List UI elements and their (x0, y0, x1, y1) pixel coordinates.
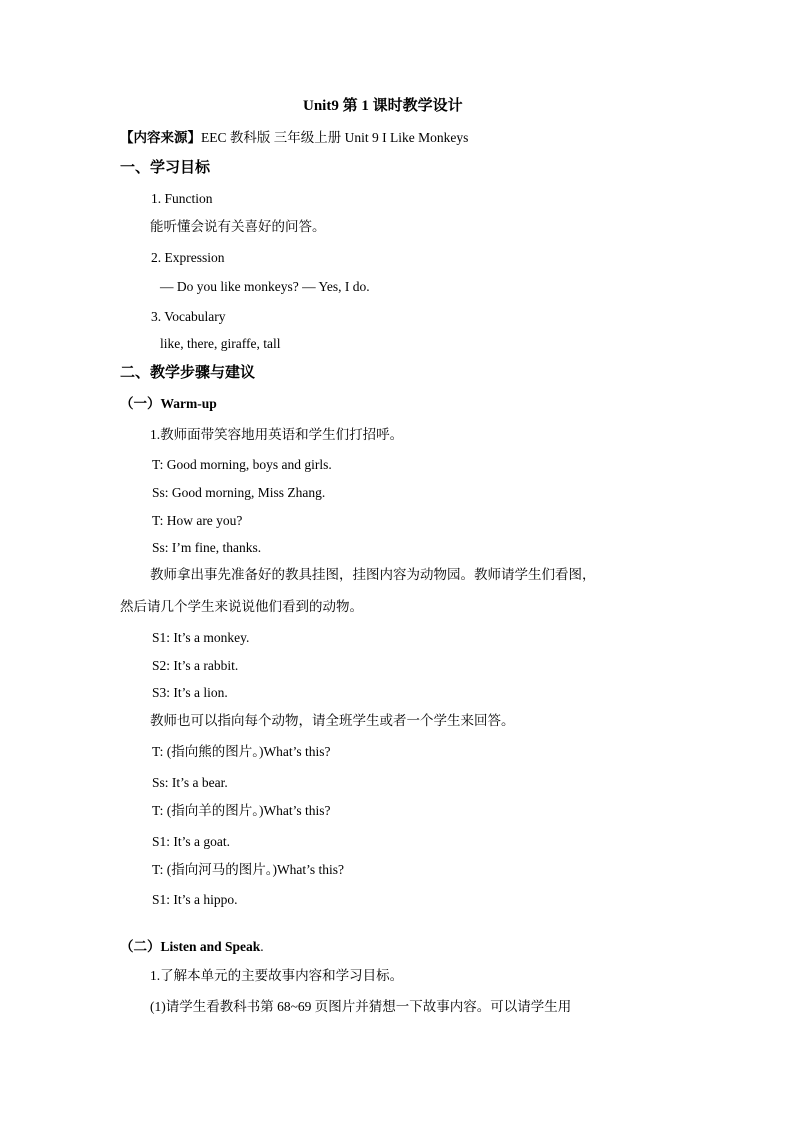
objective-function-text: 能听懂会说有关喜好的问答。 (150, 219, 326, 234)
objective-expression-label: 2. Expression (151, 250, 225, 265)
warmup-line: T: (指向羊的图片。)What’s this? (152, 803, 331, 818)
listen-speak-line: (1)请学生看教科书第 68~69 页图片并猜想一下故事内容。可以请学生用 (150, 999, 572, 1014)
warmup-line: Ss: It’s a bear. (152, 775, 228, 790)
content-source-line (120, 129, 468, 147)
warmup-line: S1: It’s a hippo. (152, 892, 238, 907)
page-title: Unit9 第 1 课时教学设计 (303, 98, 463, 114)
listen-speak-heading-text: （二）Listen and Speak (120, 939, 261, 954)
warmup-line: 教师也可以指向每个动物，请全班学生或者一个学生来回答。 (150, 713, 515, 728)
objective-vocabulary-text: like, there, giraffe, tall (160, 336, 281, 351)
warmup-line: Ss: Good morning, Miss Zhang. (152, 485, 326, 500)
objective-function-label: 1. Function (151, 191, 213, 206)
warmup-line: 1.教师面带笑容地用英语和学生们打招呼。 (150, 427, 404, 442)
objective-vocabulary-label: 3. Vocabulary (151, 309, 226, 324)
warmup-line: Ss: I’m fine, thanks. (152, 540, 262, 555)
objective-expression-text: — Do you like monkeys? — Yes, I do. (160, 279, 370, 294)
section-heading-objectives: 一、学习目标 (120, 160, 211, 176)
listen-speak-line: 1.了解本单元的主要故事内容和学习目标。 (150, 968, 404, 983)
warmup-line: T: (指向河马的图片。)What’s this? (152, 862, 345, 877)
warmup-line: S2: It’s a rabbit. (152, 658, 239, 673)
warmup-line: T: Good morning, boys and girls. (152, 457, 332, 472)
content-source-text: EEC 教科版 三年级上册 Unit 9 I Like Monkeys (201, 130, 469, 145)
warmup-line: S1: It’s a goat. (152, 834, 230, 849)
section-heading-steps: 二、教学步骤与建议 (120, 365, 256, 381)
warmup-line: S3: It’s a lion. (152, 685, 228, 700)
warmup-line: 教师拿出事先准备好的教具挂图，挂图内容为动物园。教师请学生们看图， (150, 567, 596, 582)
warmup-line: 然后请几个学生来说说他们看到的动物。 (120, 599, 363, 614)
warmup-line: S1: It’s a monkey. (152, 630, 250, 645)
subsection-heading-listen-speak (120, 938, 264, 956)
warmup-line: T: How are you? (152, 513, 243, 528)
warmup-line: T: (指向熊的图片。)What’s this? (152, 744, 331, 759)
listen-speak-heading-period: . (260, 939, 264, 954)
subsection-heading-warmup: （一）Warm-up (120, 396, 217, 411)
content-source-label: 【内容来源】 (120, 130, 201, 145)
